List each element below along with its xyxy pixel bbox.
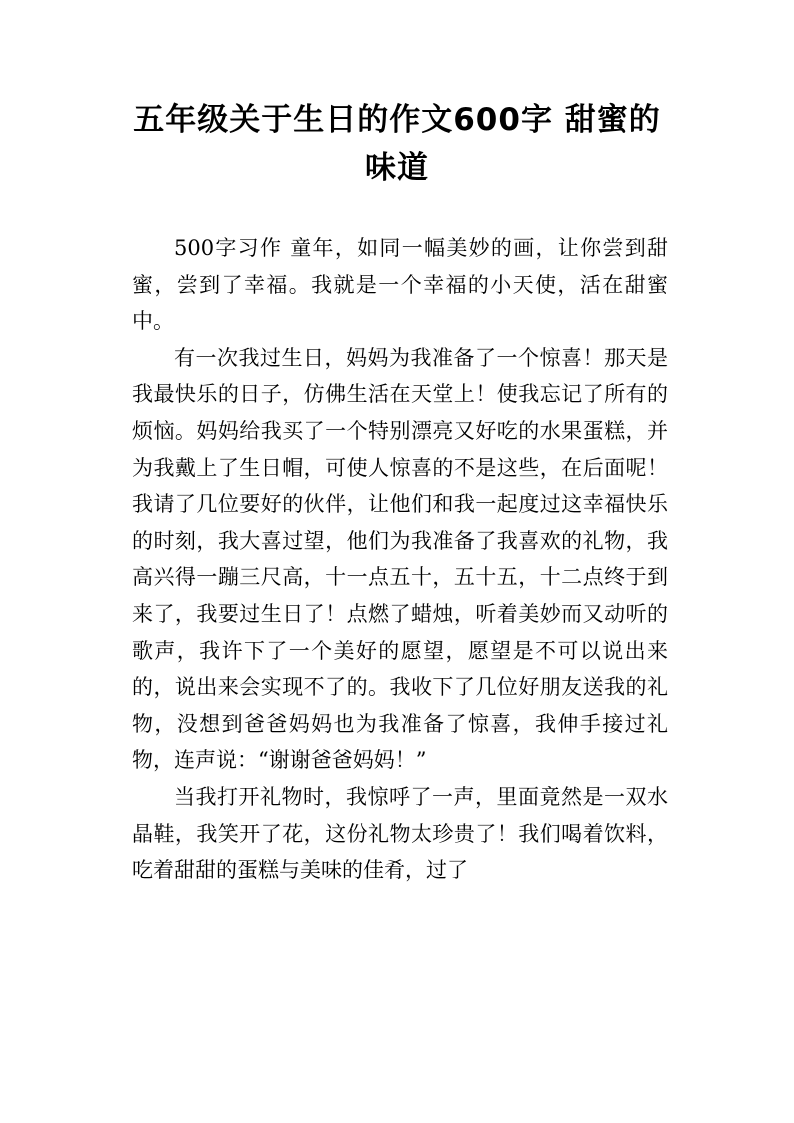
paragraph: 500字习作 童年，如同一幅美妙的画，让你尝到甜蜜，尝到了幸福。我就是一个幸福的小天使，活在甜蜜中。	[132, 236, 668, 334]
document-body	[132, 230, 668, 889]
paragraph: 当我打开礼物时，我惊呼了一声，里面竟然是一双水晶鞋，我笑开了花，这份礼物太珍贵了！我们喝着饮料，吃着甜甜的蛋糕与美味的佳肴，过了	[132, 784, 668, 883]
document-title: 五年级关于生日的作文600字 甜蜜的味道	[133, 102, 661, 186]
paragraph: 有一次我过生日，妈妈为我准备了一个惊喜！那天是我最快乐的日子，仿佛生活在天堂上！使我忘记了所有的烦恼。妈妈给我买了一个特别漂亮又好吃的水果蛋糕，并为我戴上了生日帽，可使人惊喜的不是这些，在后面呢！我请了几位要好的伙伴，让他们和我一起度过这幸福快乐的时刻，我大喜过望，他们为我准备了我喜欢的礼物，我高兴得一蹦三尺高，十一点五十，五十五，十二点终于到来了，我要过生日了！点燃了蜡烛，听着美妙而又动听的歌声，我许下了一个美好的愿望，愿望是不可以说出来的，说出来会实现不了的。我收下了几位好朋友送我的礼物，没想到爸爸妈妈也为我准备了惊喜，我伸手接过礼物，连声说：“谢谢爸爸妈妈！”	[132, 345, 668, 773]
